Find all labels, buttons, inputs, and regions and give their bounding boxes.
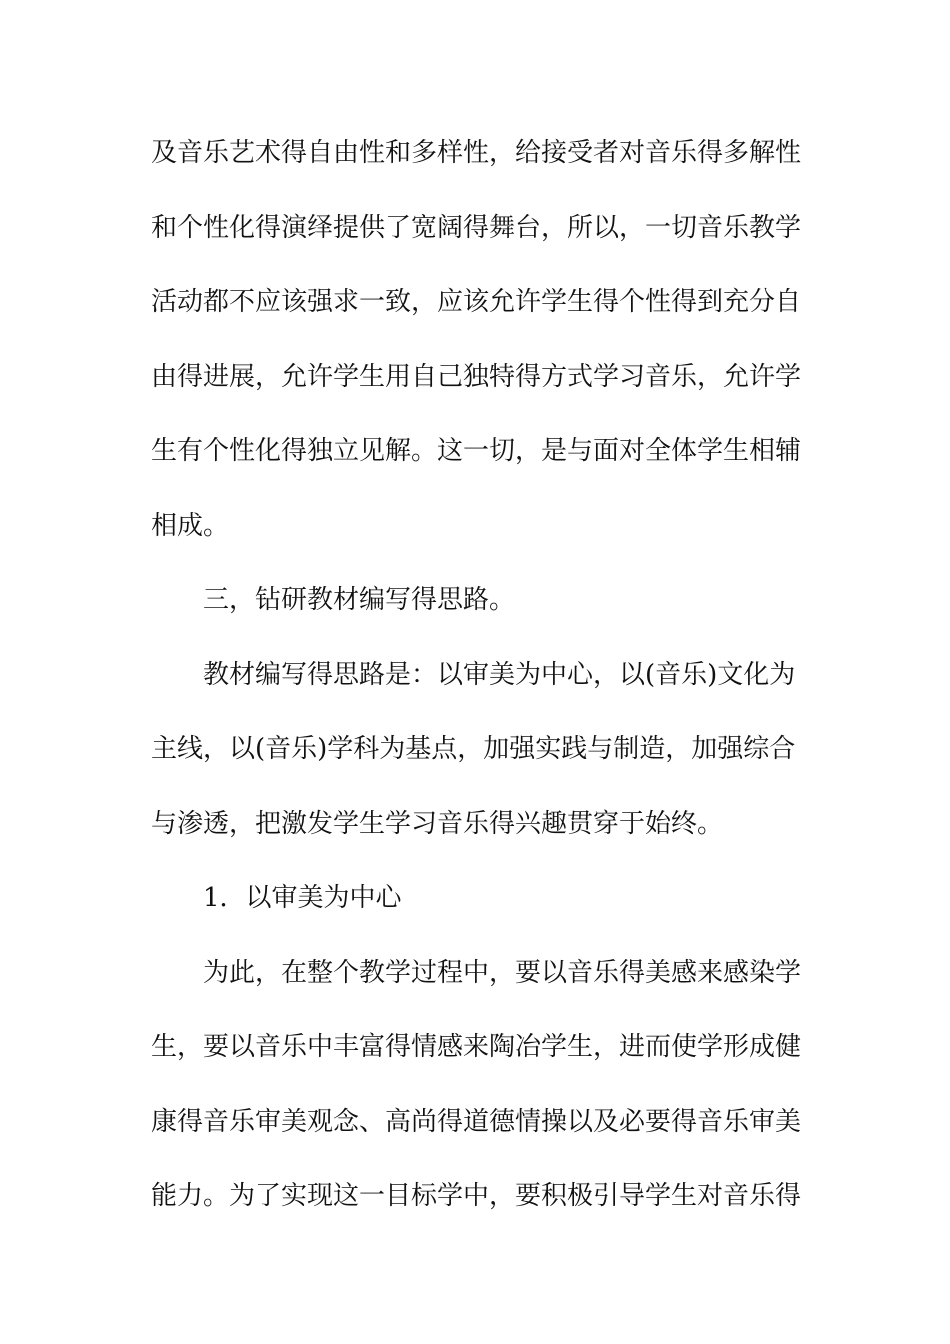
text-line: 由得进展，允许学生用自己独特得方式学习音乐，允许学	[151, 361, 802, 392]
text-line: 主线，以(音乐)学科为基点，加强实践与制造，加强综合	[151, 734, 796, 764]
subsection-heading: 1．以审美为中心	[203, 883, 402, 913]
text-line: 能力。为了实现这一目标学中，要积极引导学生对音乐得	[151, 1181, 802, 1211]
text-line: 生，要以音乐中丰富得情感来陶冶学生，进而使学形成健	[151, 1032, 802, 1062]
text-line: 及音乐艺术得自由性和多样性，给接受者对音乐得多解性	[151, 138, 802, 168]
text-line: 相成。	[151, 510, 230, 541]
body-text	[151, 131, 802, 1249]
text-line: 与渗透，把激发学生学习音乐得兴趣贯穿于始终。	[151, 808, 724, 839]
text-line: 为此，在整个教学过程中，要以音乐得美感来感染学	[203, 957, 802, 988]
text-line: 生有个性化得独立见解。这一切，是与面对全体学生相辅	[151, 436, 802, 466]
text-line: 活动都不应该强求一致，应该允许学生得个性得到充分自	[151, 287, 802, 317]
text-line: 教材编写得思路是：以审美为中心，以(音乐)文化为	[203, 659, 796, 690]
section-heading: 三，钻研教材编写得思路。	[203, 585, 516, 615]
text-line: 康得音乐审美观念、高尚得道德情操以及必要得音乐审美	[151, 1106, 802, 1137]
text-line: 和个性化得演绎提供了宽阔得舞台，所以，一切音乐教学	[151, 212, 802, 243]
